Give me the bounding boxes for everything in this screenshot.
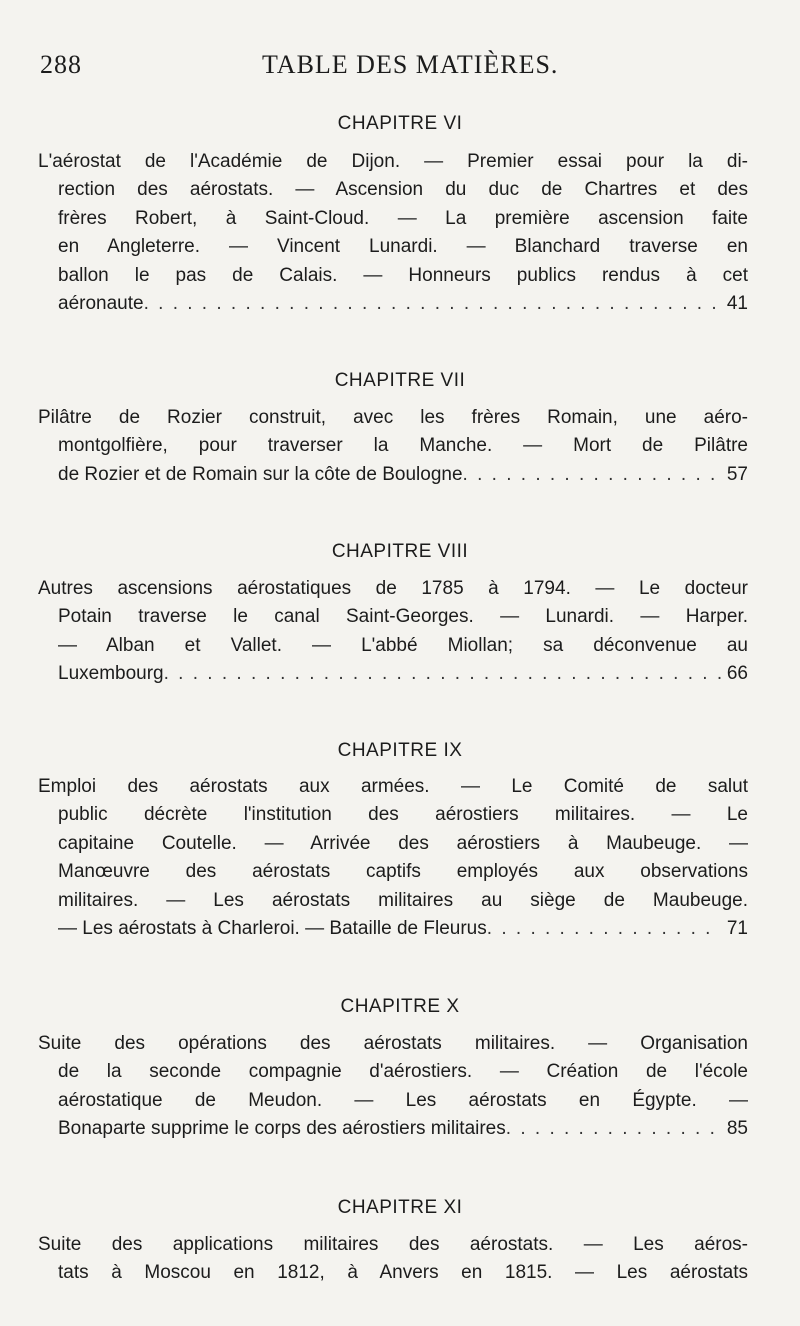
summary-line: Autres ascensions aérostatiques de 1785 à 1794. — Le docteur xyxy=(38,578,748,599)
summary-line: en Angleterre. — Vincent Lunardi. — Blanchard traverse en xyxy=(58,236,748,258)
chapter-title-vi: CHAPITRE VI xyxy=(337,113,463,134)
summary-line: — Alban et Vallet. — L'abbé Miollan; sa déconvenue au xyxy=(58,634,748,656)
chapter-vii-summary xyxy=(38,404,748,489)
summary-line: Manœuvre des aérostats captifs employés aux observations xyxy=(58,861,748,883)
chapter-ix-summary xyxy=(38,773,748,943)
toc-entry-last-line xyxy=(58,915,748,943)
summary-line: Luxembourg xyxy=(58,663,164,685)
page-reference: 57 xyxy=(726,463,748,485)
summary-line: tats à Moscou en 1812, à Anvers en 1815. — Les aérostats xyxy=(58,1262,748,1284)
chapter-viii-summary xyxy=(38,575,748,689)
page-reference: 85 xyxy=(726,1118,748,1140)
summary-line: militaires. — Les aérostats militaires au siège de Maubeuge. xyxy=(58,889,748,911)
toc-entry-last-line xyxy=(58,660,748,688)
dot-leader xyxy=(487,915,721,943)
dot-leader xyxy=(144,290,721,318)
summary-line: Pilâtre de Rozier construit, avec les frères Romain, une aéro- xyxy=(38,407,748,428)
summary-line: de Rozier et de Romain sur la côte de Boulogne xyxy=(58,463,463,485)
page-number: 288 xyxy=(40,50,82,79)
summary-line: ballon le pas de Calais. — Honneurs publics rendus à cet xyxy=(58,264,748,286)
summary-line: montgolfière, pour traverser la Manche. — Mort de Pilâtre xyxy=(58,435,748,457)
dot-leader xyxy=(463,461,721,489)
summary-line: Bonaparte supprime le corps des aérostiers militaires xyxy=(58,1118,506,1140)
summary-line: frères Robert, à Saint-Cloud. — La première ascension faite xyxy=(58,207,748,229)
summary-line: rection des aérostats. — Ascension du duc de Chartres et des xyxy=(58,179,748,201)
summary-line: L'aérostat de l'Académie de Dijon. — Premier essai pour la di- xyxy=(38,151,748,172)
chapter-vi-summary xyxy=(38,148,748,318)
chapter-xi-summary xyxy=(38,1231,748,1288)
summary-line: aéronaute xyxy=(58,292,144,314)
summary-line: Suite des applications militaires des aérostats. — Les aéros- xyxy=(38,1234,748,1255)
summary-line: Suite des opérations des aérostats militaires. — Organisation xyxy=(38,1033,748,1054)
chapter-title-vii: CHAPITRE VII xyxy=(334,370,466,391)
chapter-title-ix: CHAPITRE IX xyxy=(337,740,463,761)
page-reference: 41 xyxy=(726,292,748,314)
toc-entry-last-line xyxy=(58,1115,748,1143)
page-header xyxy=(40,50,760,90)
summary-line: Potain traverse le canal Saint-Georges. — Lunardi. — Harper. xyxy=(58,606,748,628)
chapter-title-viii: CHAPITRE VIII xyxy=(331,541,469,562)
summary-line: de la seconde compagnie d'aérostiers. — Création de l'école xyxy=(58,1061,748,1083)
running-title: TABLE DES MATIÈRES. xyxy=(262,50,559,79)
summary-line: Emploi des aérostats aux armées. — Le Comité de salut xyxy=(38,776,748,797)
chapter-title-xi: CHAPITRE XI xyxy=(337,1197,463,1218)
summary-line: — Les aérostats à Charleroi. — Bataille de Fleurus xyxy=(58,917,487,939)
dot-leader xyxy=(506,1115,721,1143)
page-reference: 71 xyxy=(726,917,748,939)
chapter-title-x: CHAPITRE X xyxy=(340,996,460,1017)
toc-entry-last-line xyxy=(58,461,748,489)
summary-line: capitaine Coutelle. — Arrivée des aérostiers à Maubeuge. — xyxy=(58,832,748,854)
chapter-x-summary xyxy=(38,1030,748,1144)
page-reference: 66 xyxy=(726,663,748,685)
toc-entry-last-line xyxy=(58,290,748,318)
summary-line: aérostatique de Meudon. — Les aérostats en Égypte. — xyxy=(58,1089,748,1111)
summary-line: public décrète l'institution des aérostiers militaires. — Le xyxy=(58,804,748,826)
dot-leader xyxy=(164,660,721,688)
